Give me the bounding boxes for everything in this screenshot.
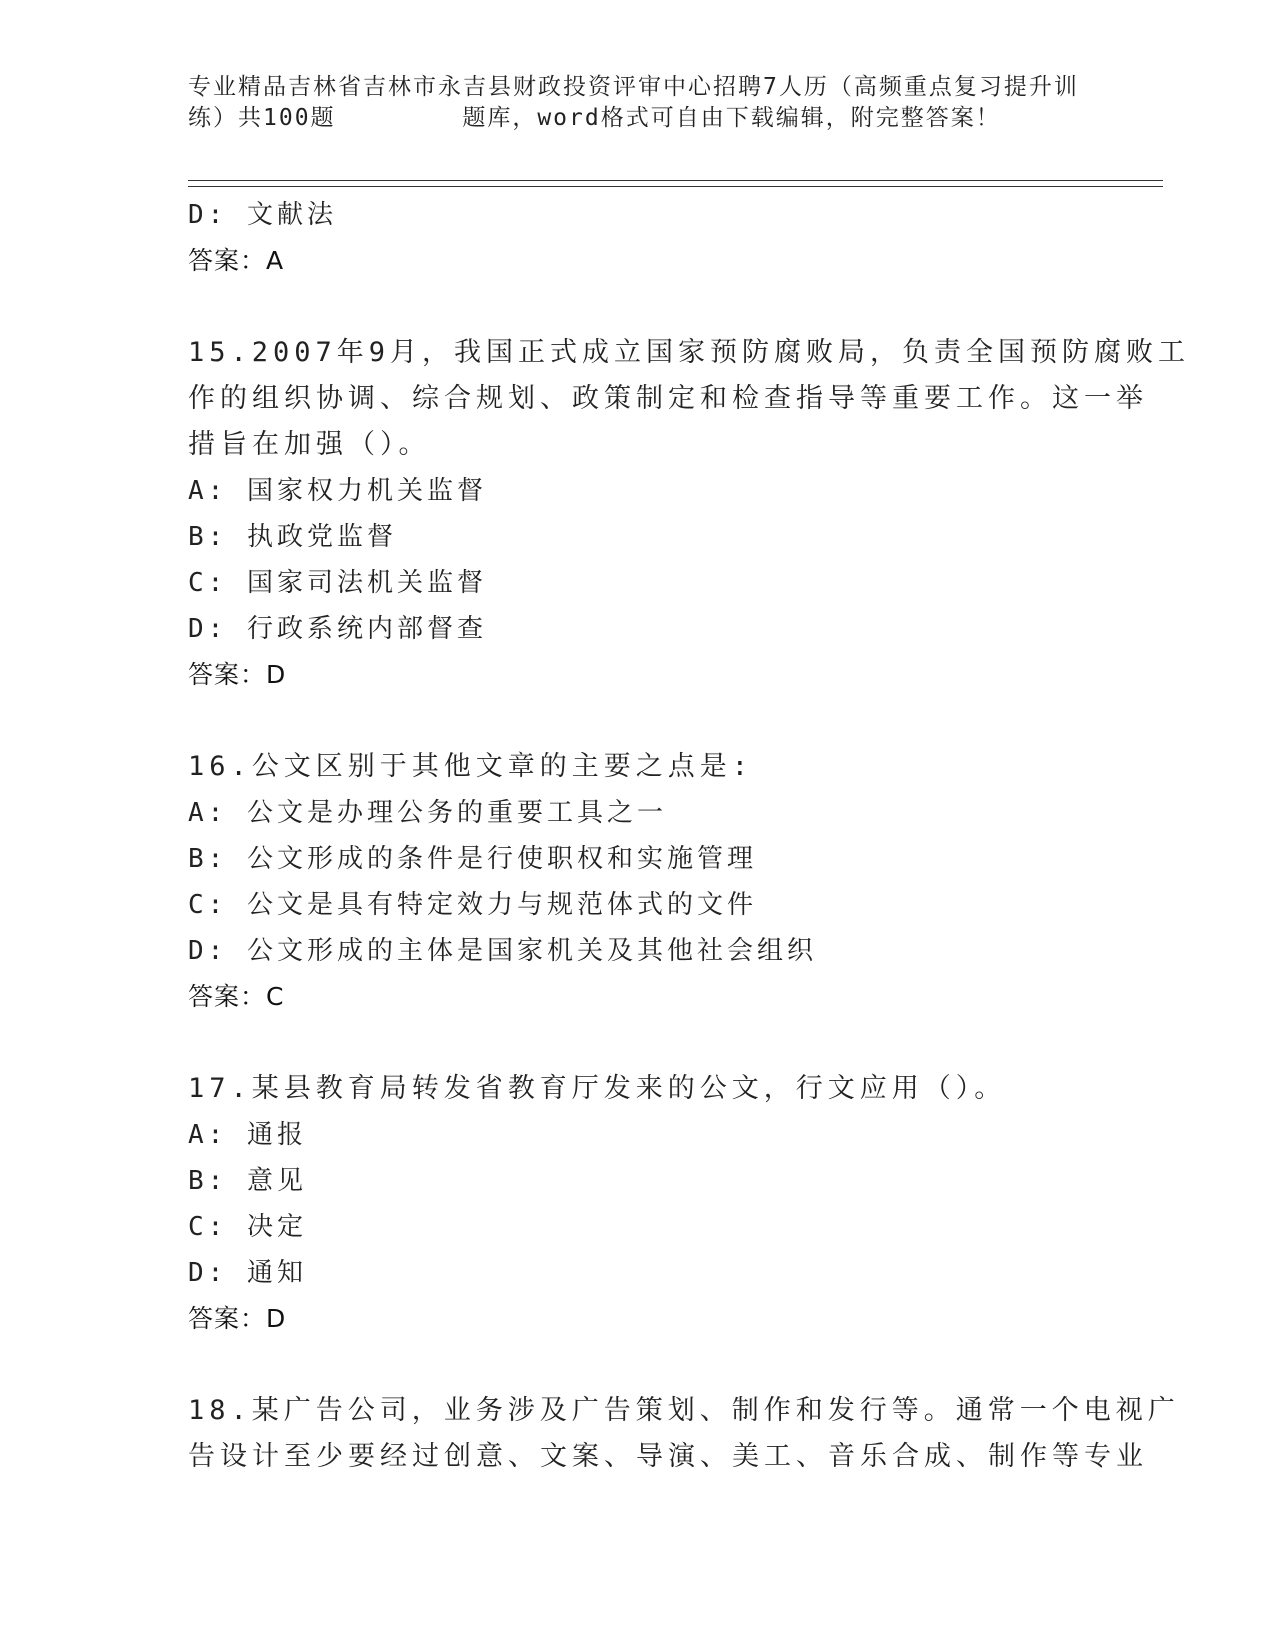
option-b: B: 意见 bbox=[188, 1166, 307, 1196]
question-text-line: 15.2007年9月，我国正式成立国家预防腐败局，负责全国预防腐败工 bbox=[188, 337, 1191, 368]
header-divider-bottom bbox=[188, 186, 1163, 187]
header-divider-top bbox=[188, 180, 1163, 181]
question-text-line: 告设计至少要经过创意、文案、导演、美工、音乐合成、制作等专业 bbox=[188, 1441, 1148, 1472]
answer-line: 答案：D bbox=[188, 660, 287, 689]
option-c: C: 公文是具有特定效力与规范体式的文件 bbox=[188, 890, 757, 920]
question-15 bbox=[188, 330, 1191, 698]
option-a: A: 国家权力机关监督 bbox=[188, 476, 487, 506]
option-d: D: 公文形成的主体是国家机关及其他社会组织 bbox=[188, 936, 817, 966]
page-header bbox=[188, 72, 1108, 134]
option-d: D: 文献法 bbox=[188, 200, 337, 230]
option-b: B: 执政党监督 bbox=[188, 522, 397, 552]
option-a: A: 通报 bbox=[188, 1120, 307, 1150]
option-a: A: 公文是办理公务的重要工具之一 bbox=[188, 798, 667, 828]
question-17 bbox=[188, 1066, 1088, 1342]
option-d: D: 行政系统内部督查 bbox=[188, 614, 487, 644]
answer-line: 答案：C bbox=[188, 982, 285, 1011]
header-title-line-1: 专业精品吉林省吉林市永吉县财政投资评审中心招聘7人历（高频重点复习提升训 bbox=[188, 74, 1079, 100]
option-c: C: 决定 bbox=[188, 1212, 307, 1242]
question-18 bbox=[188, 1388, 1180, 1480]
question-text-line: 16.公文区别于其他文章的主要之点是: bbox=[188, 751, 754, 782]
question-text-line: 措旨在加强（）。 bbox=[188, 429, 431, 460]
option-b: B: 公文形成的条件是行使职权和实施管理 bbox=[188, 844, 757, 874]
question-16 bbox=[188, 744, 1088, 1020]
option-d: D: 通知 bbox=[188, 1258, 307, 1288]
header-title-line-2: 练）共100题 题库，word格式可自由下载编辑，附完整答案！ bbox=[188, 105, 1001, 131]
option-c: C: 国家司法机关监督 bbox=[188, 568, 487, 598]
document-body bbox=[188, 192, 1191, 1480]
answer-line: 答案：A bbox=[188, 246, 285, 275]
question-text-line: 18.某广告公司，业务涉及广告策划、制作和发行等。通常一个电视广 bbox=[188, 1395, 1180, 1426]
answer-line: 答案：D bbox=[188, 1304, 287, 1333]
question-text-line: 作的组织协调、综合规划、政策制定和检查指导等重要工作。这一举 bbox=[188, 383, 1148, 414]
question-text-line: 17.某县教育局转发省教育厅发来的公文，行文应用（）。 bbox=[188, 1073, 1007, 1104]
